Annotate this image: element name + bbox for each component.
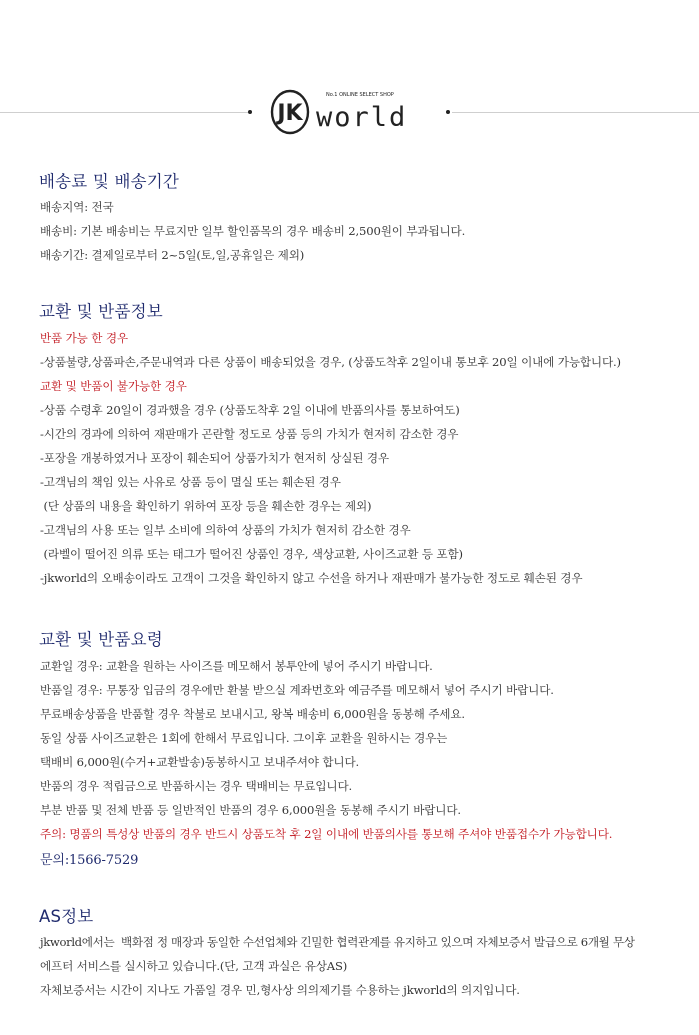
exchange-method-line: 동일 상품 사이즈교환은 1회에 한해서 무료입니다. 그이후 교환을 원하시는 경우는 — [40, 731, 448, 745]
header-rule-right — [452, 112, 699, 113]
shipping-line: 배송기간: 결제일로부터 2~5일(토,일,공휴일은 제외) — [40, 248, 305, 262]
exchange-method-line: 반품일 경우: 무통장 입금의 경우에만 환불 받으실 계좌번호와 예금주를 메모해서 넣어 주시기 바랍니다. — [40, 683, 554, 697]
exchange-method-line: 택배비 6,000원(수거+교환발송)동봉하시고 보내주셔야 합니다. — [40, 755, 360, 769]
return-impossible-line: -jkworld의 오배송이라도 고객이 그것을 확인하지 않고 수선을 하거나 재판매가 불가능한 정도로 훼손된 경우 — [40, 571, 583, 585]
as-info-title: AS정보 — [39, 907, 94, 926]
as-info-line: jkworld에서는 백화점 정 매장과 동일한 수선업체와 긴밀한 협력관계를 유지하고 있으며 자체보증서 발급으로 6개월 무상 — [40, 935, 635, 949]
return-possible-line: -상품불량,상품파손,주문내역과 다른 상품이 배송되었을 경우, (상품도착후 2일이내 통보후 20일 이내에 가능합니다.) — [40, 355, 621, 369]
header-dot-left — [248, 110, 252, 114]
jkworld-logo — [268, 87, 432, 135]
shipping-title: 배송료 및 배송기간 — [39, 172, 180, 191]
return-impossible-line: -포장을 개봉하였거나 포장이 훼손되어 상품가치가 현저히 상실된 경우 — [40, 451, 389, 465]
logo-mark: JK — [277, 101, 303, 126]
return-impossible-line: (단 상품의 내용을 확인하기 위하여 포장 등을 훼손한 경우는 제외) — [40, 499, 372, 513]
logo-wordmark: world — [316, 102, 408, 133]
exchange-info-title: 교환 및 반품정보 — [39, 302, 163, 321]
header-rule-left — [0, 112, 248, 113]
exchange-method-title: 교환 및 반품요령 — [39, 630, 163, 649]
return-impossible-heading: 교환 및 반품이 불가능한 경우 — [40, 379, 187, 393]
return-impossible-line: -시간의 경과에 의하여 재판매가 곤란할 정도로 상품 등의 가치가 현저히 감소한 경우 — [40, 427, 459, 441]
exchange-method-line: 반품의 경우 적립금으로 반품하시는 경우 택배비는 무료입니다. — [40, 779, 353, 793]
return-impossible-line: -고객님의 책임 있는 사유로 상품 등이 멸실 또는 훼손된 경우 — [40, 475, 341, 489]
return-impossible-line: -상품 수령후 20일이 경과했을 경우 (상품도착후 2일 이내에 반품의사를 통보하여도) — [40, 403, 460, 417]
return-impossible-line: -고객님의 사용 또는 일부 소비에 의하여 상품의 가치가 현저히 감소한 경우 — [40, 523, 411, 537]
exchange-method-line: 무료배송상품을 반품할 경우 착불로 보내시고, 왕복 배송비 6,000원을 동봉해 주세요. — [40, 707, 465, 721]
exchange-notice: 주의: 명품의 특성상 반품의 경우 반드시 상품도착 후 2일 이내에 반품의사를 통보해 주셔야 반품접수가 가능합니다. — [40, 827, 613, 841]
logo-tagline: No.1 ONLINE SELECT SHOP — [326, 92, 394, 98]
exchange-method-line: 교환일 경우: 교환을 원하는 사이즈를 메모해서 봉투안에 넣어 주시기 바랍니다. — [40, 659, 433, 673]
shipping-line: 배송비: 기본 배송비는 무료지만 일부 할인품목의 경우 배송비 2,500원이 부과됩니다. — [40, 224, 466, 238]
contact-phone: 문의:1566-7529 — [40, 853, 139, 868]
shipping-line: 배송지역: 전국 — [40, 200, 114, 214]
return-impossible-line: (라벨이 떨어진 의류 또는 태그가 떨어진 상품인 경우, 색상교환, 사이즈교환 등 포함) — [40, 547, 463, 561]
exchange-method-line: 부분 반품 및 전체 반품 등 일반적인 반품의 경우 6,000원을 동봉해 주시기 바랍니다. — [40, 803, 461, 817]
return-possible-heading: 반품 가능 한 경우 — [40, 331, 128, 345]
as-info-line: 자체보증서는 시간이 지나도 가품일 경우 민,형사상 의의제기를 수용하는 jkworld의 의지입니다. — [40, 983, 520, 997]
header-dot-right — [446, 110, 450, 114]
as-info-line: 에프터 서비스를 실시하고 있습니다.(단, 고객 과실은 유상AS) — [40, 959, 348, 973]
